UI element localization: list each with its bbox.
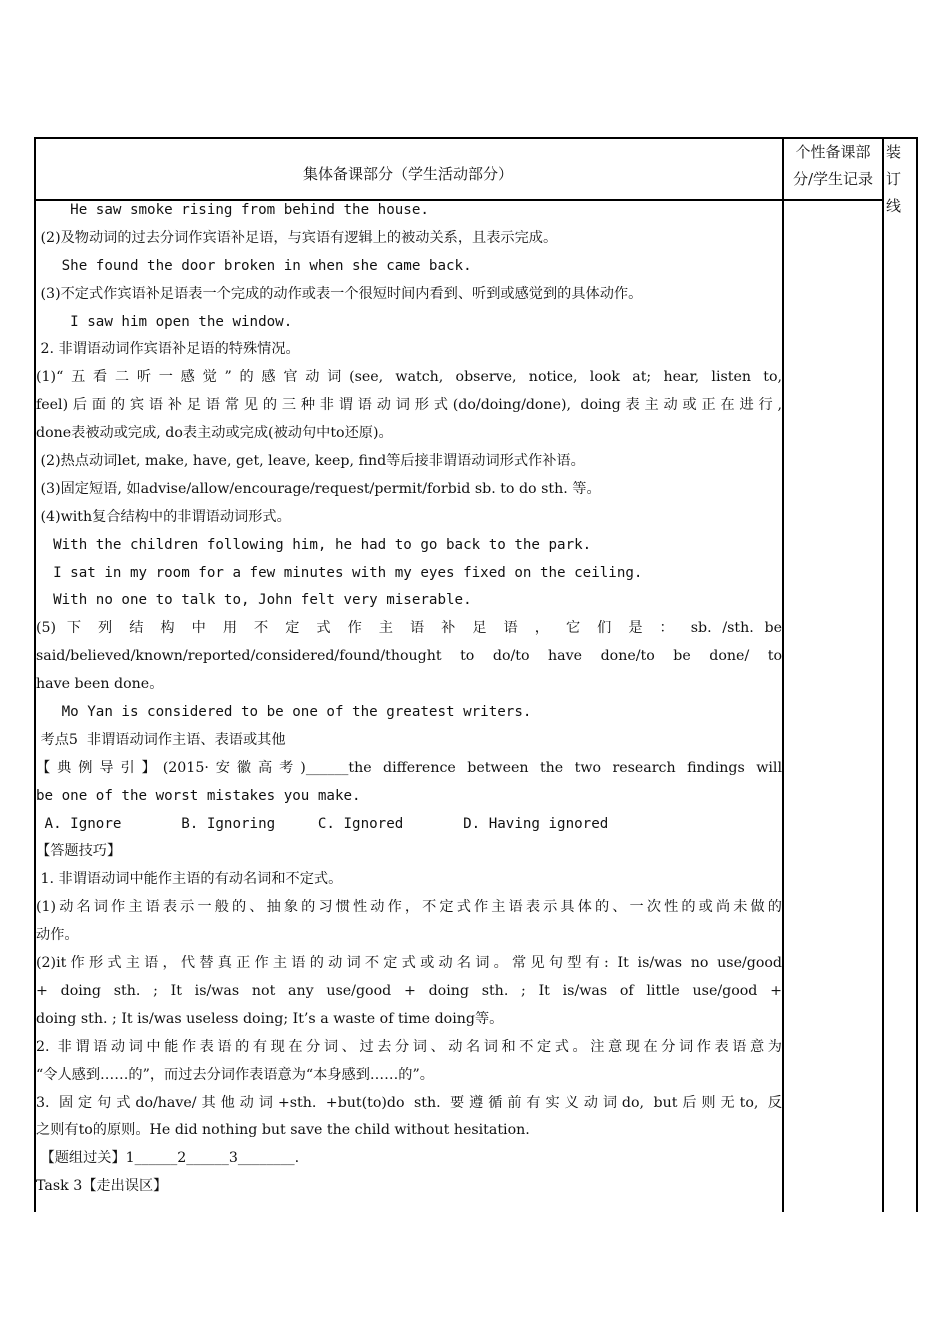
- section-heading: Task 3【走出误区】: [36, 1178, 168, 1195]
- binding-char: 订: [886, 170, 902, 188]
- text-line: With the children following him, he had to go back to the park.: [36, 536, 592, 553]
- binding-char: 线: [886, 197, 902, 215]
- text-line: done表被动或完成, do表主动或完成(被动句中to还原)。: [36, 425, 393, 442]
- text-line: + doing sth. ; It is/was not any use/good + doing sth. ; It is/was of little use/good +: [36, 982, 782, 999]
- notes-title-line-1: 个性备课部: [795, 143, 871, 161]
- text-line: He saw smoke rising from behind the house.: [36, 202, 429, 218]
- text-line: 【典例导引】(2015·安徽高考)______the difference between the two research findings will: [36, 759, 782, 776]
- notes-column-title: [784, 139, 882, 193]
- text-line: be one of the worst mistakes you make.: [36, 787, 361, 804]
- text-line: 2. 非谓语动词作宾语补足语的特殊情况。: [36, 341, 300, 358]
- text-line: 3. 固定句式do/have/其他动词+sth. +but(to)do sth. 要遵循前有实义动词do, but后则无to, 反: [36, 1094, 782, 1111]
- table-right-border: [916, 137, 918, 1212]
- text-line: feel)后面的宾语补足语常见的三种非谓语动词形式(do/doing/done), doing表主动或正在进行,: [36, 397, 782, 414]
- text-line: “令人感到……的”，而过去分词作表语意为“本身感到……的”。: [36, 1066, 434, 1083]
- text-line: (3)固定短语, 如advise/allow/encourage/request/permit/forbid sb. to do sth. 等。: [36, 480, 601, 497]
- text-line: I saw him open the window.: [36, 313, 293, 330]
- text-line: Mo Yan is considered to be one of the greatest writers.: [36, 704, 532, 721]
- text-line: I sat in my room for a few minutes with my eyes fixed on the ceiling.: [36, 564, 643, 581]
- text-line: doing sth. ; It is/was useless doing; It’s a waste of time doing等。: [36, 1010, 504, 1027]
- text-line: (5) 下 列 结 构 中 用 不 定 式 作 主 语 补 足 语 ， 它 们 是 ： sb. /sth. be: [36, 620, 782, 637]
- text-line: (2)热点动词let, make, have, get, leave, keep, find等后接非谓语动词形式作补语。: [36, 453, 585, 470]
- column-divider-main: [782, 137, 784, 1212]
- text-line: She found the door broken in when she came back.: [36, 257, 472, 274]
- notes-title-line-2: 分/学生记录: [792, 170, 874, 188]
- text-line: 动作。: [36, 927, 79, 944]
- answer-options: A. Ignore B. Ignoring C. Ignored D. Having ignored: [36, 815, 609, 832]
- text-line: 1. 非谓语动词中能作主语的有动名词和不定式。: [36, 871, 343, 888]
- main-column-title: 集体备课部分（学生活动部分）: [302, 165, 513, 183]
- text-line: (2)及物动词的过去分词作宾语补足语，与宾语有逻辑上的被动关系，且表示完成。: [36, 229, 558, 246]
- text-line: 之则有to的原则。He did nothing but save the child without hesitation.: [36, 1122, 530, 1139]
- text-line: (3)不定式作宾语补足语表一个完成的动作或表一个很短时间内看到、听到或感觉到的具体动作。: [36, 285, 643, 302]
- column-divider-notes: [882, 137, 884, 1212]
- binding-char: 装: [886, 143, 902, 161]
- text-line: 2. 非谓语动词中能作表语的有现在分词、过去分词、动名词和不定式。注意现在分词作表语意为: [36, 1038, 782, 1055]
- text-line: (1)动名词作主语表示一般的、抽象的习惯性动作，不定式作主语表示具体的、一次性的或尚未做的: [36, 899, 782, 916]
- section-heading: 考点5 非谓语动词作主语、表语或其他: [36, 731, 286, 748]
- section-heading: 【答题技巧】: [36, 843, 122, 860]
- lesson-content: [36, 197, 782, 1201]
- text-line: (4)with复合结构中的非谓语动词形式。: [36, 508, 291, 525]
- text-line: have been done。: [36, 676, 164, 693]
- exercise-blanks: 【题组过关】1______2______3________.: [36, 1150, 300, 1167]
- text-line: (2)it作形式主语，代替真正作主语的动词不定式或动名词。常见句型有: It is/was no use/good: [36, 955, 782, 972]
- text-line: said/believed/known/reported/considered/found/thought to do/to have done/to be done/ to: [36, 648, 782, 665]
- text-line: With no one to talk to, John felt very miserable.: [36, 592, 472, 609]
- binding-line-label: [886, 139, 916, 220]
- text-line: (1)“五看二听一感觉”的感官动词(see, watch, observe, notice, look at; hear, listen to,: [36, 369, 782, 386]
